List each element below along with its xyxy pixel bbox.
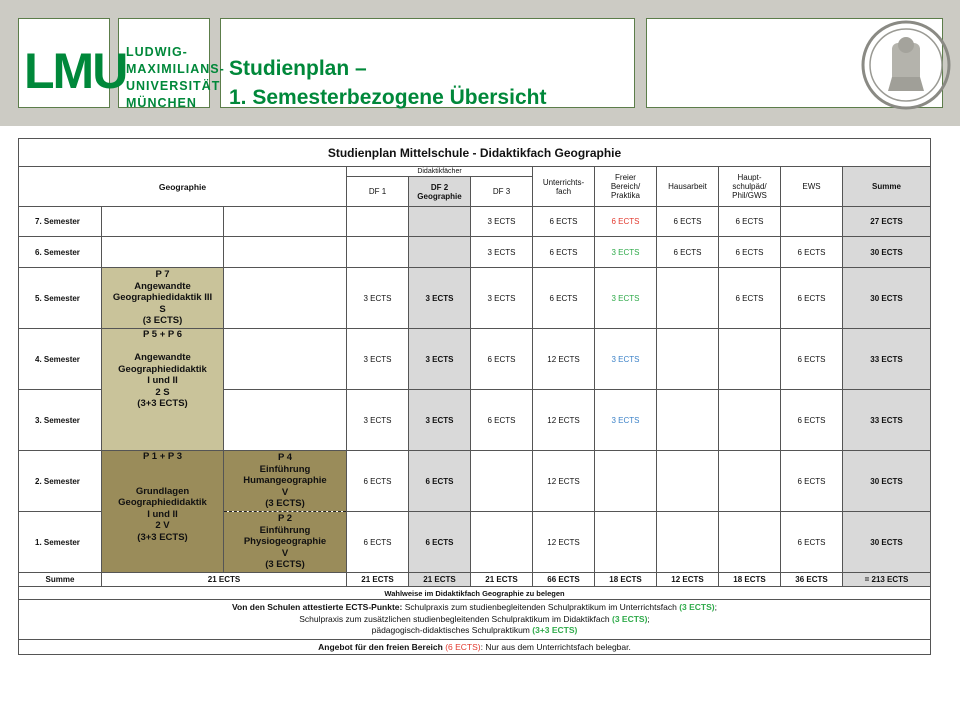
cell: 3 ECTS bbox=[595, 329, 657, 390]
page-title bbox=[229, 54, 546, 112]
col-hauptschulpaed-l1: Haupt- bbox=[737, 173, 762, 182]
cell bbox=[224, 390, 347, 451]
cell: 3 ECTS bbox=[409, 268, 471, 329]
cell: 6 ECTS bbox=[719, 207, 781, 237]
cell bbox=[657, 268, 719, 329]
sum-hausarbeit: 12 ECTS bbox=[657, 573, 719, 587]
semester-label: 7. Semester bbox=[19, 207, 102, 237]
module-line: S bbox=[159, 303, 166, 315]
table-row bbox=[19, 207, 931, 237]
module-line: V bbox=[281, 486, 289, 498]
module-p1-p3 bbox=[102, 451, 224, 573]
sum-df1: 21 ECTS bbox=[347, 573, 409, 587]
university-name-line: MÜNCHEN bbox=[126, 96, 197, 110]
cell bbox=[224, 329, 347, 390]
semester-label: 6. Semester bbox=[19, 237, 102, 268]
col-df3: DF 3 bbox=[471, 177, 533, 207]
col-unterrichtsfach-l1: Unterrichts- bbox=[542, 177, 585, 187]
cell bbox=[102, 207, 224, 237]
cell: 6 ECTS bbox=[781, 512, 843, 573]
footnote-ects-value: (3 ECTS) bbox=[611, 613, 648, 624]
module-line: Physiogeographie bbox=[243, 536, 327, 548]
col-hauptschulpaed-l3: Phil/GWS bbox=[732, 191, 767, 200]
cell bbox=[409, 207, 471, 237]
row-sum: 30 ECTS bbox=[843, 268, 931, 329]
cell: 6 ECTS bbox=[719, 268, 781, 329]
university-seal-icon bbox=[844, 19, 954, 111]
cell: 6 ECTS bbox=[595, 207, 657, 237]
footnote-ects-value: (3 ECTS) bbox=[679, 602, 715, 613]
module-line: (3+3 ECTS) bbox=[137, 398, 188, 409]
semester-label: 4. Semester bbox=[19, 329, 102, 390]
cell: 6 ECTS bbox=[409, 512, 471, 573]
module-line: I und II bbox=[147, 508, 178, 520]
cell: 12 ECTS bbox=[533, 512, 595, 573]
cell: 6 ECTS bbox=[719, 237, 781, 268]
cell bbox=[471, 451, 533, 512]
university-name-line: MAXIMILIANS- bbox=[126, 62, 225, 76]
module-line: Humangeographie bbox=[243, 475, 327, 487]
cell: 3 ECTS bbox=[347, 390, 409, 451]
sum-unterrichtsfach: 66 ECTS bbox=[533, 573, 595, 587]
cell: 12 ECTS bbox=[533, 390, 595, 451]
sum-freier-bereich: 18 ECTS bbox=[595, 573, 657, 587]
col-summe: Summe bbox=[843, 167, 931, 207]
cell bbox=[657, 451, 719, 512]
module-line: (3 ECTS) bbox=[265, 498, 305, 510]
cell: 6 ECTS bbox=[657, 207, 719, 237]
col-df2 bbox=[409, 177, 471, 207]
cell bbox=[781, 207, 843, 237]
row-sum: 30 ECTS bbox=[843, 451, 931, 512]
col-df2-l2: Geographie bbox=[417, 191, 462, 201]
lmu-logo: LMU bbox=[24, 43, 127, 99]
semester-label: 2. Semester bbox=[19, 451, 102, 512]
cell: 6 ECTS bbox=[409, 451, 471, 512]
cell: 3 ECTS bbox=[409, 329, 471, 390]
module-line: P 2 bbox=[277, 513, 293, 525]
row-sum: 30 ECTS bbox=[843, 512, 931, 573]
cell: 6 ECTS bbox=[347, 512, 409, 573]
cell: 6 ECTS bbox=[347, 451, 409, 512]
module-line: (3 ECTS) bbox=[265, 559, 305, 571]
footnote-freier-bereich bbox=[19, 640, 931, 655]
cell: 3 ECTS bbox=[409, 390, 471, 451]
note-wahlweise: Wahlweise im Didaktikfach Geographie zu belegen bbox=[19, 587, 931, 600]
sum-df2: 21 ECTS bbox=[409, 573, 471, 587]
module-line: 2 V bbox=[155, 520, 170, 531]
page-title-line2: 1. Semesterbezogene Übersicht bbox=[229, 86, 547, 109]
cell bbox=[347, 237, 409, 268]
cell: 3 ECTS bbox=[471, 268, 533, 329]
table-row bbox=[19, 237, 931, 268]
table-row bbox=[19, 329, 931, 390]
module-p5-p6 bbox=[102, 329, 224, 451]
cell bbox=[224, 237, 347, 268]
table-row bbox=[19, 268, 931, 329]
cell: 6 ECTS bbox=[781, 329, 843, 390]
footnote-text: Schulpraxis zum zusätzlichen studienbegleitenden Schulpraktikum im Didaktikfach bbox=[299, 613, 612, 624]
cell bbox=[409, 237, 471, 268]
module-line: P 5 + P 6 bbox=[142, 329, 182, 340]
footnote-text: : Nur aus dem Unterrichtsfach belegbar. bbox=[480, 642, 631, 652]
module-line: Angewandte bbox=[134, 280, 191, 292]
cell: 3 ECTS bbox=[471, 207, 533, 237]
table-row bbox=[19, 451, 931, 512]
cell: 3 ECTS bbox=[595, 237, 657, 268]
module-line: 2 S bbox=[155, 386, 170, 398]
cell bbox=[595, 451, 657, 512]
cell bbox=[719, 390, 781, 451]
cell bbox=[224, 207, 347, 237]
sum-ews: 36 ECTS bbox=[781, 573, 843, 587]
cell bbox=[102, 237, 224, 268]
cell: 6 ECTS bbox=[533, 268, 595, 329]
module-line: (3 ECTS) bbox=[142, 315, 183, 327]
row-sum: 33 ECTS bbox=[843, 329, 931, 390]
sum-hauptschulpaed: 18 ECTS bbox=[719, 573, 781, 587]
module-line: Angewandte bbox=[134, 352, 191, 363]
cell: 12 ECTS bbox=[533, 451, 595, 512]
cell bbox=[657, 390, 719, 451]
cell: 6 ECTS bbox=[781, 451, 843, 512]
table-title: Studienplan Mittelschule - Didaktikfach Geographie bbox=[19, 139, 931, 167]
cell: 6 ECTS bbox=[657, 237, 719, 268]
module-p2 bbox=[224, 512, 347, 573]
module-line: (3+3 ECTS) bbox=[137, 531, 188, 543]
cell bbox=[719, 512, 781, 573]
sum-df3: 21 ECTS bbox=[471, 573, 533, 587]
cell: 3 ECTS bbox=[347, 329, 409, 390]
col-freier-bereich-l2: Bereich/ bbox=[610, 182, 641, 191]
cell bbox=[224, 268, 347, 329]
cell: 6 ECTS bbox=[533, 207, 595, 237]
sum-total: = 213 ECTS bbox=[843, 573, 931, 587]
row-sum: 33 ECTS bbox=[843, 390, 931, 451]
col-hausarbeit: Hausarbeit bbox=[657, 167, 719, 207]
page-title-line1: Studienplan – bbox=[229, 57, 367, 80]
cell: 6 ECTS bbox=[781, 390, 843, 451]
cell: 3 ECTS bbox=[595, 268, 657, 329]
footnote-heading: Angebot für den freien Bereich bbox=[318, 642, 443, 652]
col-geographie: Geographie bbox=[19, 167, 347, 207]
cell bbox=[347, 207, 409, 237]
module-p4 bbox=[224, 451, 347, 512]
cell: 3 ECTS bbox=[595, 390, 657, 451]
cell: 6 ECTS bbox=[471, 329, 533, 390]
col-didaktikfaecher: Didaktikfächer bbox=[347, 167, 533, 177]
cell bbox=[719, 329, 781, 390]
row-sum: 27 ECTS bbox=[843, 207, 931, 237]
module-p7 bbox=[102, 268, 224, 329]
cell: 6 ECTS bbox=[781, 268, 843, 329]
cell bbox=[657, 329, 719, 390]
sum-geographie: 21 ECTS bbox=[102, 573, 347, 587]
col-freier-bereich-l3: Praktika bbox=[611, 191, 640, 200]
col-freier-bereich-l1: Freier bbox=[615, 173, 636, 182]
module-line: Grundlagen bbox=[135, 485, 190, 497]
footnote-heading: Von den Schulen attestierte ECTS-Punkte: bbox=[232, 602, 403, 613]
col-hauptschulpaed bbox=[719, 167, 781, 207]
module-line: Geographiedidaktik bbox=[118, 497, 207, 508]
cell: 6 ECTS bbox=[533, 237, 595, 268]
header-bar bbox=[0, 0, 960, 126]
cell bbox=[471, 512, 533, 573]
module-line: P 7 bbox=[155, 269, 170, 281]
university-name-line: UNIVERSITÄT bbox=[126, 79, 221, 93]
semester-label: 3. Semester bbox=[19, 390, 102, 451]
footnote-text: ; bbox=[714, 602, 717, 613]
col-unterrichtsfach-l2: fach bbox=[555, 186, 572, 196]
module-line: P 1 + P 3 bbox=[142, 451, 182, 462]
col-hauptschulpaed-l2: schulpäd/ bbox=[732, 182, 767, 191]
footnote-text: pädagogisch-didaktisches Schulpraktikum bbox=[371, 625, 533, 636]
cell: 3 ECTS bbox=[347, 268, 409, 329]
col-df1: DF 1 bbox=[347, 177, 409, 207]
university-name-line: LUDWIG- bbox=[126, 45, 188, 59]
footnote-text: Schulpraxis zum studienbegleitenden Schulpraktikum im Unterrichtsfach bbox=[402, 602, 680, 613]
cell bbox=[595, 512, 657, 573]
col-df2-l1: DF 2 bbox=[430, 182, 449, 192]
sum-label: Summe bbox=[19, 573, 102, 587]
row-sum: 30 ECTS bbox=[843, 237, 931, 268]
col-ews: EWS bbox=[781, 167, 843, 207]
module-line: Einführung bbox=[259, 463, 311, 475]
footnote-ects-value: (3+3 ECTS) bbox=[532, 625, 578, 636]
semester-label: 5. Semester bbox=[19, 268, 102, 329]
col-freier-bereich bbox=[595, 167, 657, 207]
module-line: Geographiedidaktik bbox=[118, 363, 207, 375]
university-name bbox=[126, 44, 225, 112]
semester-label: 1. Semester bbox=[19, 512, 102, 573]
cell: 6 ECTS bbox=[471, 390, 533, 451]
module-line: Einführung bbox=[259, 524, 311, 536]
module-line: I und II bbox=[147, 375, 178, 386]
footnote-ects bbox=[19, 600, 931, 640]
footnote-ects-value: (6 ECTS) bbox=[445, 642, 481, 652]
module-line: Geographiedidaktik III bbox=[112, 292, 213, 304]
cell: 3 ECTS bbox=[471, 237, 533, 268]
sum-row bbox=[19, 573, 931, 587]
cell bbox=[719, 451, 781, 512]
cell bbox=[657, 512, 719, 573]
cell: 12 ECTS bbox=[533, 329, 595, 390]
module-line: V bbox=[281, 547, 289, 559]
module-line: P 4 bbox=[277, 452, 293, 464]
study-plan-table bbox=[18, 138, 930, 655]
col-unterrichtsfach bbox=[533, 167, 595, 207]
footnote-text: ; bbox=[647, 613, 650, 624]
cell: 6 ECTS bbox=[781, 237, 843, 268]
